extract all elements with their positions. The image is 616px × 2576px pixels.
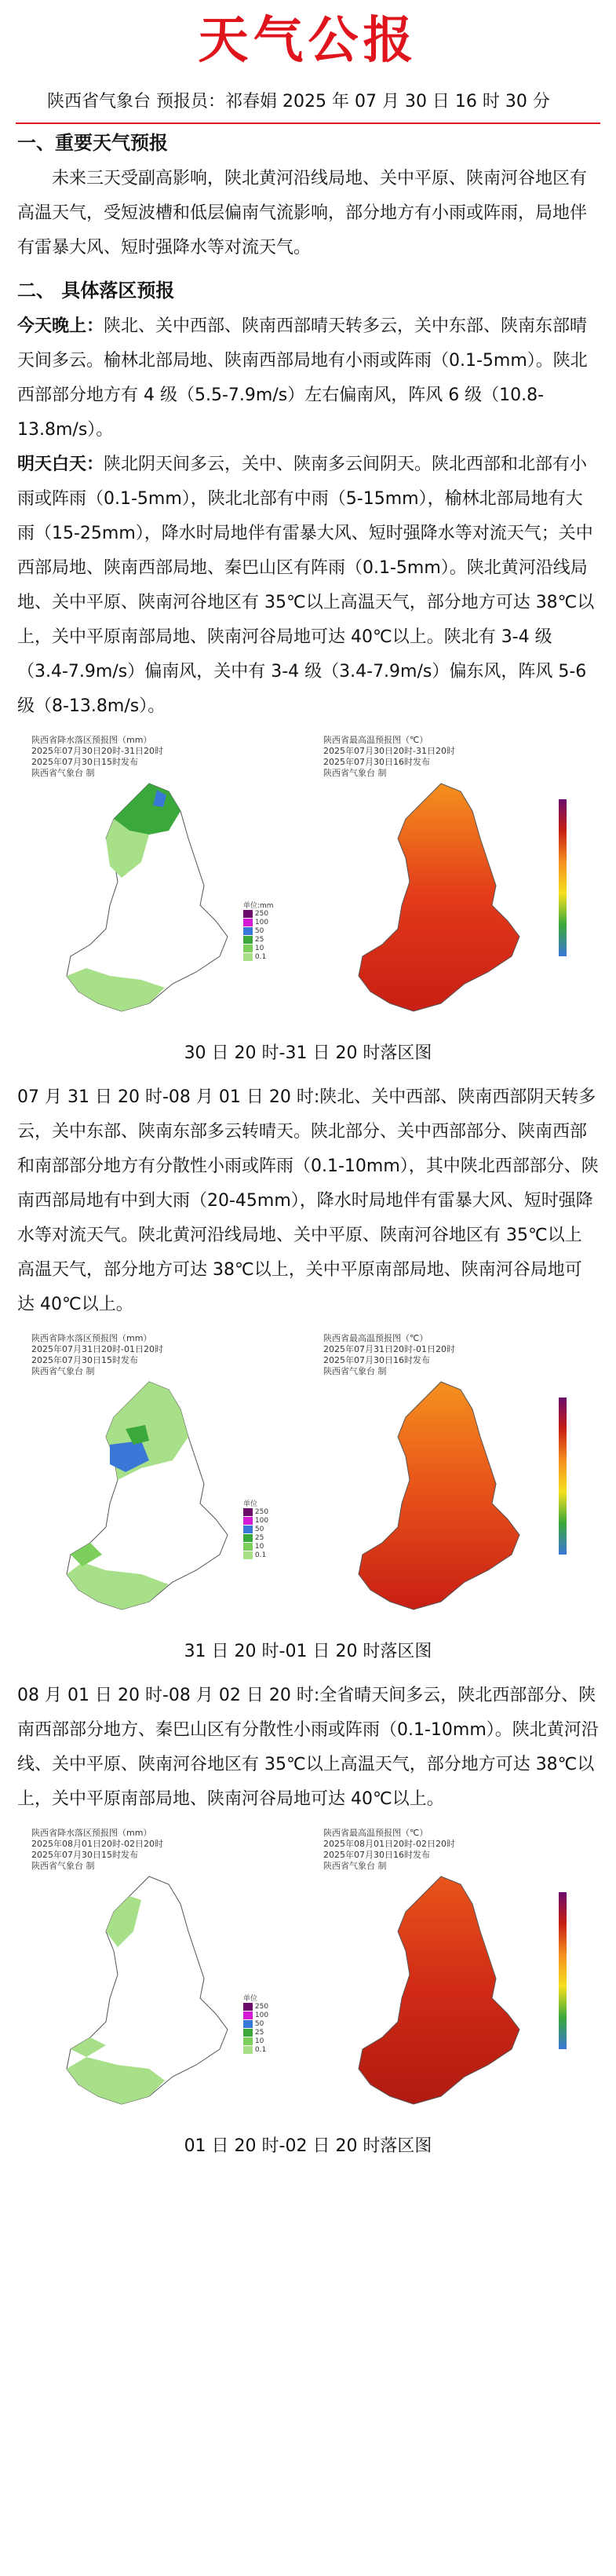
issuer-bar	[16, 86, 600, 118]
temp-map-title: 陕西省最高温预报图（℃）	[323, 1828, 428, 1838]
temp-map-image	[323, 1869, 590, 2120]
masthead	[0, 0, 616, 86]
legend-label: 10	[254, 945, 264, 952]
legend-unit: 单位:mm	[243, 902, 274, 910]
legend-unit: 单位	[243, 1995, 258, 2003]
period-3-forecast: 08 月 01 日 20 时-08 月 02 日 20 时:全省晴天间多云，陕北西部部分、陕南西部部分地方、秦巴山区有分散性小雨或阵雨（0.1-10mm）。陕北黄河沿线、关中平原、陕南河谷地区有 35℃以上高温天气，部分地方可达 38℃以上，关中平原南部局地、陕南河谷局地可达 40℃以上。	[17, 1686, 599, 1809]
rain-map-producer: 陕西省气象台 制	[31, 1366, 95, 1376]
rain-map-issued: 2025年07月30日15时发布	[31, 757, 138, 767]
legend-label: 0.1	[254, 1551, 267, 1559]
tonight-forecast	[17, 309, 599, 448]
temp-map-producer: 陕西省气象台 制	[323, 1366, 387, 1376]
temp-map-issued: 2025年07月30日16时发布	[323, 1850, 430, 1860]
rain-legend	[243, 900, 274, 962]
tomorrow-forecast	[17, 448, 599, 724]
legend-label: 0.1	[254, 2046, 267, 2054]
bulletin-content	[0, 124, 616, 2173]
tomorrow-label: 明天白天：	[17, 455, 104, 474]
figure-caption: 01 日 20 时-02 日 20 时落区图	[184, 2136, 432, 2156]
rain-map-day2	[31, 1333, 298, 1631]
temp-map-period: 2025年07月30日20时-31日20时	[323, 746, 455, 756]
temp-map-image	[323, 776, 590, 1027]
figure-caption: 31 日 20 时-01 日 20 时落区图	[184, 1642, 432, 1661]
rain-map-title: 陕西省降水落区预报图（mm）	[31, 1333, 152, 1343]
legend-label: 25	[254, 1534, 264, 1542]
legend-label: 25	[254, 936, 264, 944]
legend-label: 100	[254, 2011, 269, 2019]
temp-map-day2	[323, 1333, 590, 1631]
legend-label: 250	[254, 1508, 269, 1516]
legend-label: 25	[254, 2029, 264, 2037]
period-2-forecast: 07 月 31 日 20 时-08 月 01 日 20 时:陕北、关中西部、陕南西部阴天转多云，关中东部、陕南东部多云转晴天。陕北部分、关中西部部分、陕南西部和南部部分地方有分散性小雨或阵雨（0.1-10mm），其中陕北西部部分、陕南西部局地有中到大雨（20-45mm），降水时局地伴有雷暴大风、短时强降水等对流天气。陕北黄河沿线局地、关中平原、陕南河谷地区有 35℃以上高温天气，部分地方可达 38℃以上，关中平原南部局地、陕南河谷局地可达 40℃以上。	[17, 1087, 599, 1314]
section-1-text: 未来三天受副高影响，陕北黄河沿线局地、关中平原、陕南河谷地区有高温天气，受短波槽和低层偏南气流影响，部分地方有小雨或阵雨，局地伴有雷暴大风、短时强降水等对流天气。	[17, 169, 588, 258]
legend-label: 10	[254, 2037, 264, 2045]
rain-map-producer: 陕西省气象台 制	[31, 768, 95, 778]
temp-map-title: 陕西省最高温预报图（℃）	[323, 735, 428, 745]
legend-label: 50	[254, 2020, 264, 2028]
rain-map-day1	[31, 735, 298, 1033]
rain-map-period: 2025年08月01日20时-02日20时	[31, 1839, 163, 1849]
tonight-text: 陕北、关中西部、陕南西部晴天转多云，关中东部、陕南东部晴天间多云。榆林北部局地、陕南西部局地有小雨或阵雨（0.1-5mm）。陕北西部部分地方有 4 级（5.5-7.9m/s）左右偏南风，阵风 6 级（10.8-13.8m/s）。	[17, 316, 588, 440]
temp-map-period: 2025年08月01日20时-02日20时	[323, 1839, 455, 1849]
header-divider	[16, 122, 600, 124]
legend-label: 50	[254, 927, 264, 935]
rain-map-issued: 2025年07月30日15时发布	[31, 1850, 138, 1860]
rain-map-title: 陕西省降水落区预报图（mm）	[31, 735, 152, 745]
temp-map-title: 陕西省最高温预报图（℃）	[323, 1333, 428, 1343]
legend-label: 100	[254, 1517, 269, 1525]
legend-label: 250	[254, 2003, 269, 2011]
temp-map-day1	[323, 735, 590, 1033]
temp-map-issued: 2025年07月30日16时发布	[323, 1355, 430, 1365]
rain-legend	[243, 1993, 268, 2055]
tonight-label: 今天晚上：	[17, 316, 104, 336]
temp-map-image	[323, 1374, 590, 1625]
figure-day1	[17, 735, 599, 1080]
temp-map-issued: 2025年07月30日16时发布	[323, 757, 430, 767]
section-1-title: 一、重要天气预报	[17, 132, 168, 154]
temp-map-producer: 陕西省气象台 制	[323, 768, 387, 778]
bulletin-title: 天气公报	[198, 11, 418, 70]
rain-legend	[243, 1498, 268, 1560]
legend-label: 50	[254, 1526, 264, 1533]
tomorrow-text: 陕北阴天间多云，关中、陕南多云间阴天。陕北西部和北部有小雨或阵雨（0.1-5mm），陕北北部有中雨（5-15mm），榆林北部局地有大雨（15-25mm），降水时局地伴有雷暴大风、短时强降水等对流天气；关中西部局地、陕南西部局地、秦巴山区有阵雨（0.1-5mm）。陕北黄河沿线局地、关中平原、陕南河谷地区有 35℃以上高温天气，部分地方可达 38℃以上，关中平原南部局地、陕南河谷局地可达 40℃以上。陕北有 3-4 级（3.4-7.9m/s）偏南风，关中有 3-4 级（3.4-7.9m/s）偏东风，阵风 5-6 级（8-13.8m/s）。	[17, 455, 595, 716]
legend-label: 0.1	[254, 953, 267, 961]
figure-day3	[17, 1828, 599, 2173]
legend-label: 10	[254, 1543, 264, 1551]
figure-day2	[17, 1333, 599, 1679]
section-2-title: 二、 具体落区预报	[17, 280, 175, 301]
rain-map-day3	[31, 1828, 298, 2126]
temp-map-producer: 陕西省气象台 制	[323, 1861, 387, 1871]
legend-unit: 单位	[243, 1500, 258, 1508]
rain-map-period: 2025年07月30日20时-31日20时	[31, 746, 163, 756]
issuer-line: 陕西省气象台 预报员：祁春娟 2025 年 07 月 30 日 16 时 30 分	[47, 92, 550, 111]
legend-label: 100	[254, 919, 269, 926]
rain-map-title: 陕西省降水落区预报图（mm）	[31, 1828, 152, 1838]
legend-label: 250	[254, 910, 269, 918]
rain-map-issued: 2025年07月30日15时发布	[31, 1355, 138, 1365]
temp-map-day3	[323, 1828, 590, 2126]
temp-map-period: 2025年07月31日20时-01日20时	[323, 1344, 455, 1354]
rain-map-period: 2025年07月31日20时-01日20时	[31, 1344, 163, 1354]
rain-map-producer: 陕西省气象台 制	[31, 1861, 95, 1871]
figure-caption: 30 日 20 时-31 日 20 时落区图	[184, 1043, 432, 1063]
